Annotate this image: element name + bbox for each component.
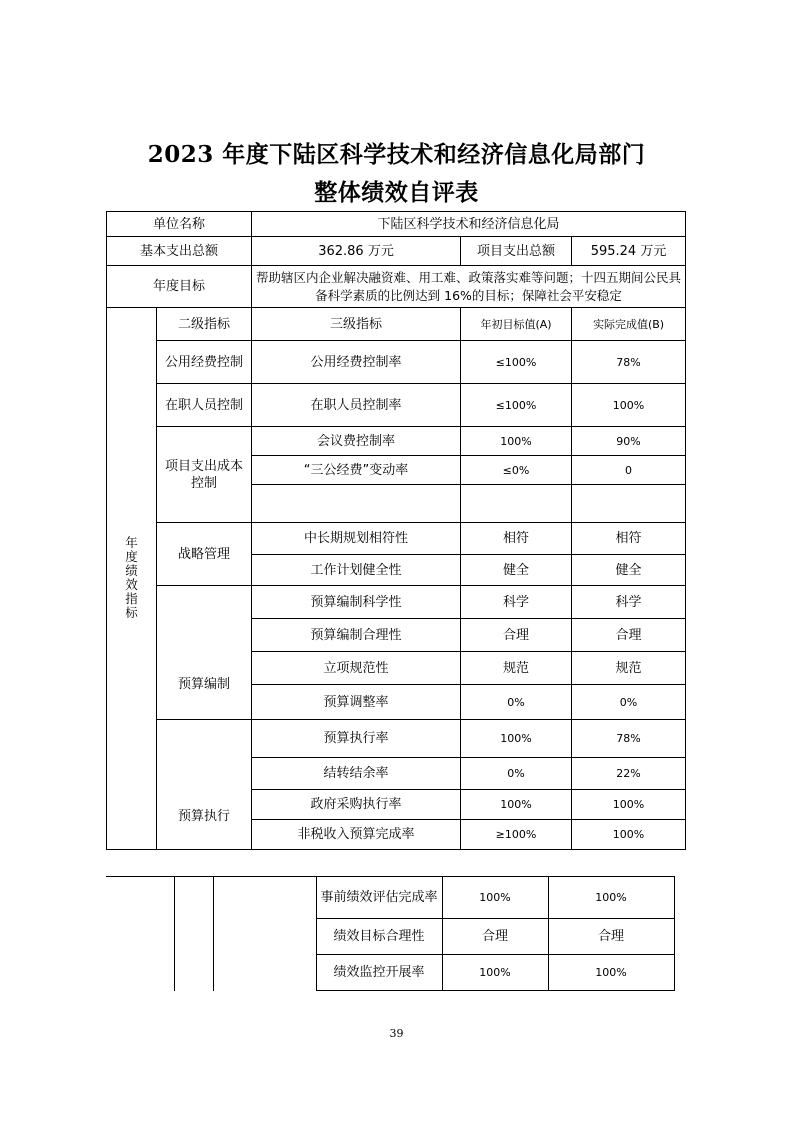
unit-name-label: 单位名称 (107, 212, 252, 237)
indicator-name: 非税收入预算完成率 (252, 820, 461, 850)
indicator-name (252, 485, 461, 523)
page-number: 39 (389, 1027, 404, 1040)
indicator-target: 规范 (461, 652, 572, 685)
continuation-table (106, 876, 675, 991)
indicator-target: ≤100% (461, 341, 572, 384)
indicator-actual: 100% (548, 955, 674, 991)
indicator-actual: 100% (572, 820, 686, 850)
indicator-actual: 22% (572, 758, 686, 790)
indicator-target: 相符 (461, 523, 572, 555)
section-label-cell (107, 308, 157, 850)
indicator-target: 100% (461, 790, 572, 820)
indicator-actual: 100% (572, 790, 686, 820)
indicator-target: 0% (461, 685, 572, 720)
indicator-target: 合理 (461, 619, 572, 652)
indicator-name: 政府采购执行率 (252, 790, 461, 820)
annual-goal-value: 帮助辖区内企业解决融资难、用工难、政策落实难等问题；十四五期间公民具备科学素质的比例达到 16%的目标；保障社会平安稳定 (252, 266, 686, 308)
indicator-actual: 90% (572, 427, 686, 456)
indicator-target: ≥100% (461, 820, 572, 850)
project-expense-label: 项目支出总额 (461, 237, 572, 266)
group-name: 在职人员控制 (157, 384, 252, 427)
indicator-target: 100% (461, 720, 572, 758)
indicator-actual: 0 (572, 456, 686, 485)
indicator-actual: 科学 (572, 586, 686, 619)
indicator-actual: 相符 (572, 523, 686, 555)
indicator-name: 绩效监控开展率 (316, 955, 442, 991)
indicator-target: 合理 (442, 919, 548, 955)
indicator-target: 100% (442, 955, 548, 991)
header-actual: 实际完成值(B) (572, 308, 686, 341)
header-target: 年初目标值(A) (461, 308, 572, 341)
indicator-actual: 合理 (572, 619, 686, 652)
header-level2: 二级指标 (157, 308, 252, 341)
indicator-actual (572, 485, 686, 523)
performance-table (106, 211, 686, 850)
indicator-actual: 78% (572, 720, 686, 758)
group-name: 战略管理 (157, 523, 252, 586)
blank-cell (106, 877, 174, 991)
indicator-name: 中长期规划相符性 (252, 523, 461, 555)
indicator-name: 在职人员控制率 (252, 384, 461, 427)
indicator-name: “三公经费”变动率 (252, 456, 461, 485)
unit-name-value: 下陆区科学技术和经济信息化局 (252, 212, 686, 237)
indicator-name: 预算编制科学性 (252, 586, 461, 619)
indicator-target: 0% (461, 758, 572, 790)
indicator-actual: 100% (572, 384, 686, 427)
basic-expense-label: 基本支出总额 (107, 237, 252, 266)
indicator-actual: 78% (572, 341, 686, 384)
indicator-name: 事前绩效评估完成率 (316, 877, 442, 919)
indicator-actual: 0% (572, 685, 686, 720)
header-level3: 三级指标 (252, 308, 461, 341)
indicator-name: 会议费控制率 (252, 427, 461, 456)
indicator-name: 公用经费控制率 (252, 341, 461, 384)
indicator-name: 预算调整率 (252, 685, 461, 720)
page-title-line2: 整体绩效自评表 (314, 179, 479, 206)
group-name: 项目支出成本控制 (157, 427, 252, 523)
indicator-target (461, 485, 572, 523)
indicator-target: 100% (442, 877, 548, 919)
page-title-line1: 2023 年度下陆区科学技术和经济信息化局部门 (147, 141, 646, 168)
indicator-actual: 100% (548, 877, 674, 919)
group-name: 预算执行 (157, 720, 252, 850)
blank-cell (174, 877, 213, 991)
indicator-target: 科学 (461, 586, 572, 619)
indicator-name: 结转结余率 (252, 758, 461, 790)
group-name: 公用经费控制 (157, 341, 252, 384)
indicator-name: 预算编制合理性 (252, 619, 461, 652)
indicator-actual: 健全 (572, 555, 686, 586)
section-label: 年度绩效指标 (125, 534, 138, 620)
group-name: 预算编制 (157, 586, 252, 720)
indicator-name: 预算执行率 (252, 720, 461, 758)
indicator-actual: 合理 (548, 919, 674, 955)
annual-goal-label: 年度目标 (107, 266, 252, 308)
basic-expense-value: 362.86 万元 (252, 237, 461, 266)
indicator-name: 绩效目标合理性 (316, 919, 442, 955)
indicator-actual: 规范 (572, 652, 686, 685)
indicator-target: ≤100% (461, 384, 572, 427)
blank-cell (213, 877, 316, 991)
indicator-target: ≤0% (461, 456, 572, 485)
project-expense-value: 595.24 万元 (572, 237, 686, 266)
indicator-name: 立项规范性 (252, 652, 461, 685)
indicator-name: 工作计划健全性 (252, 555, 461, 586)
indicator-target: 健全 (461, 555, 572, 586)
indicator-target: 100% (461, 427, 572, 456)
